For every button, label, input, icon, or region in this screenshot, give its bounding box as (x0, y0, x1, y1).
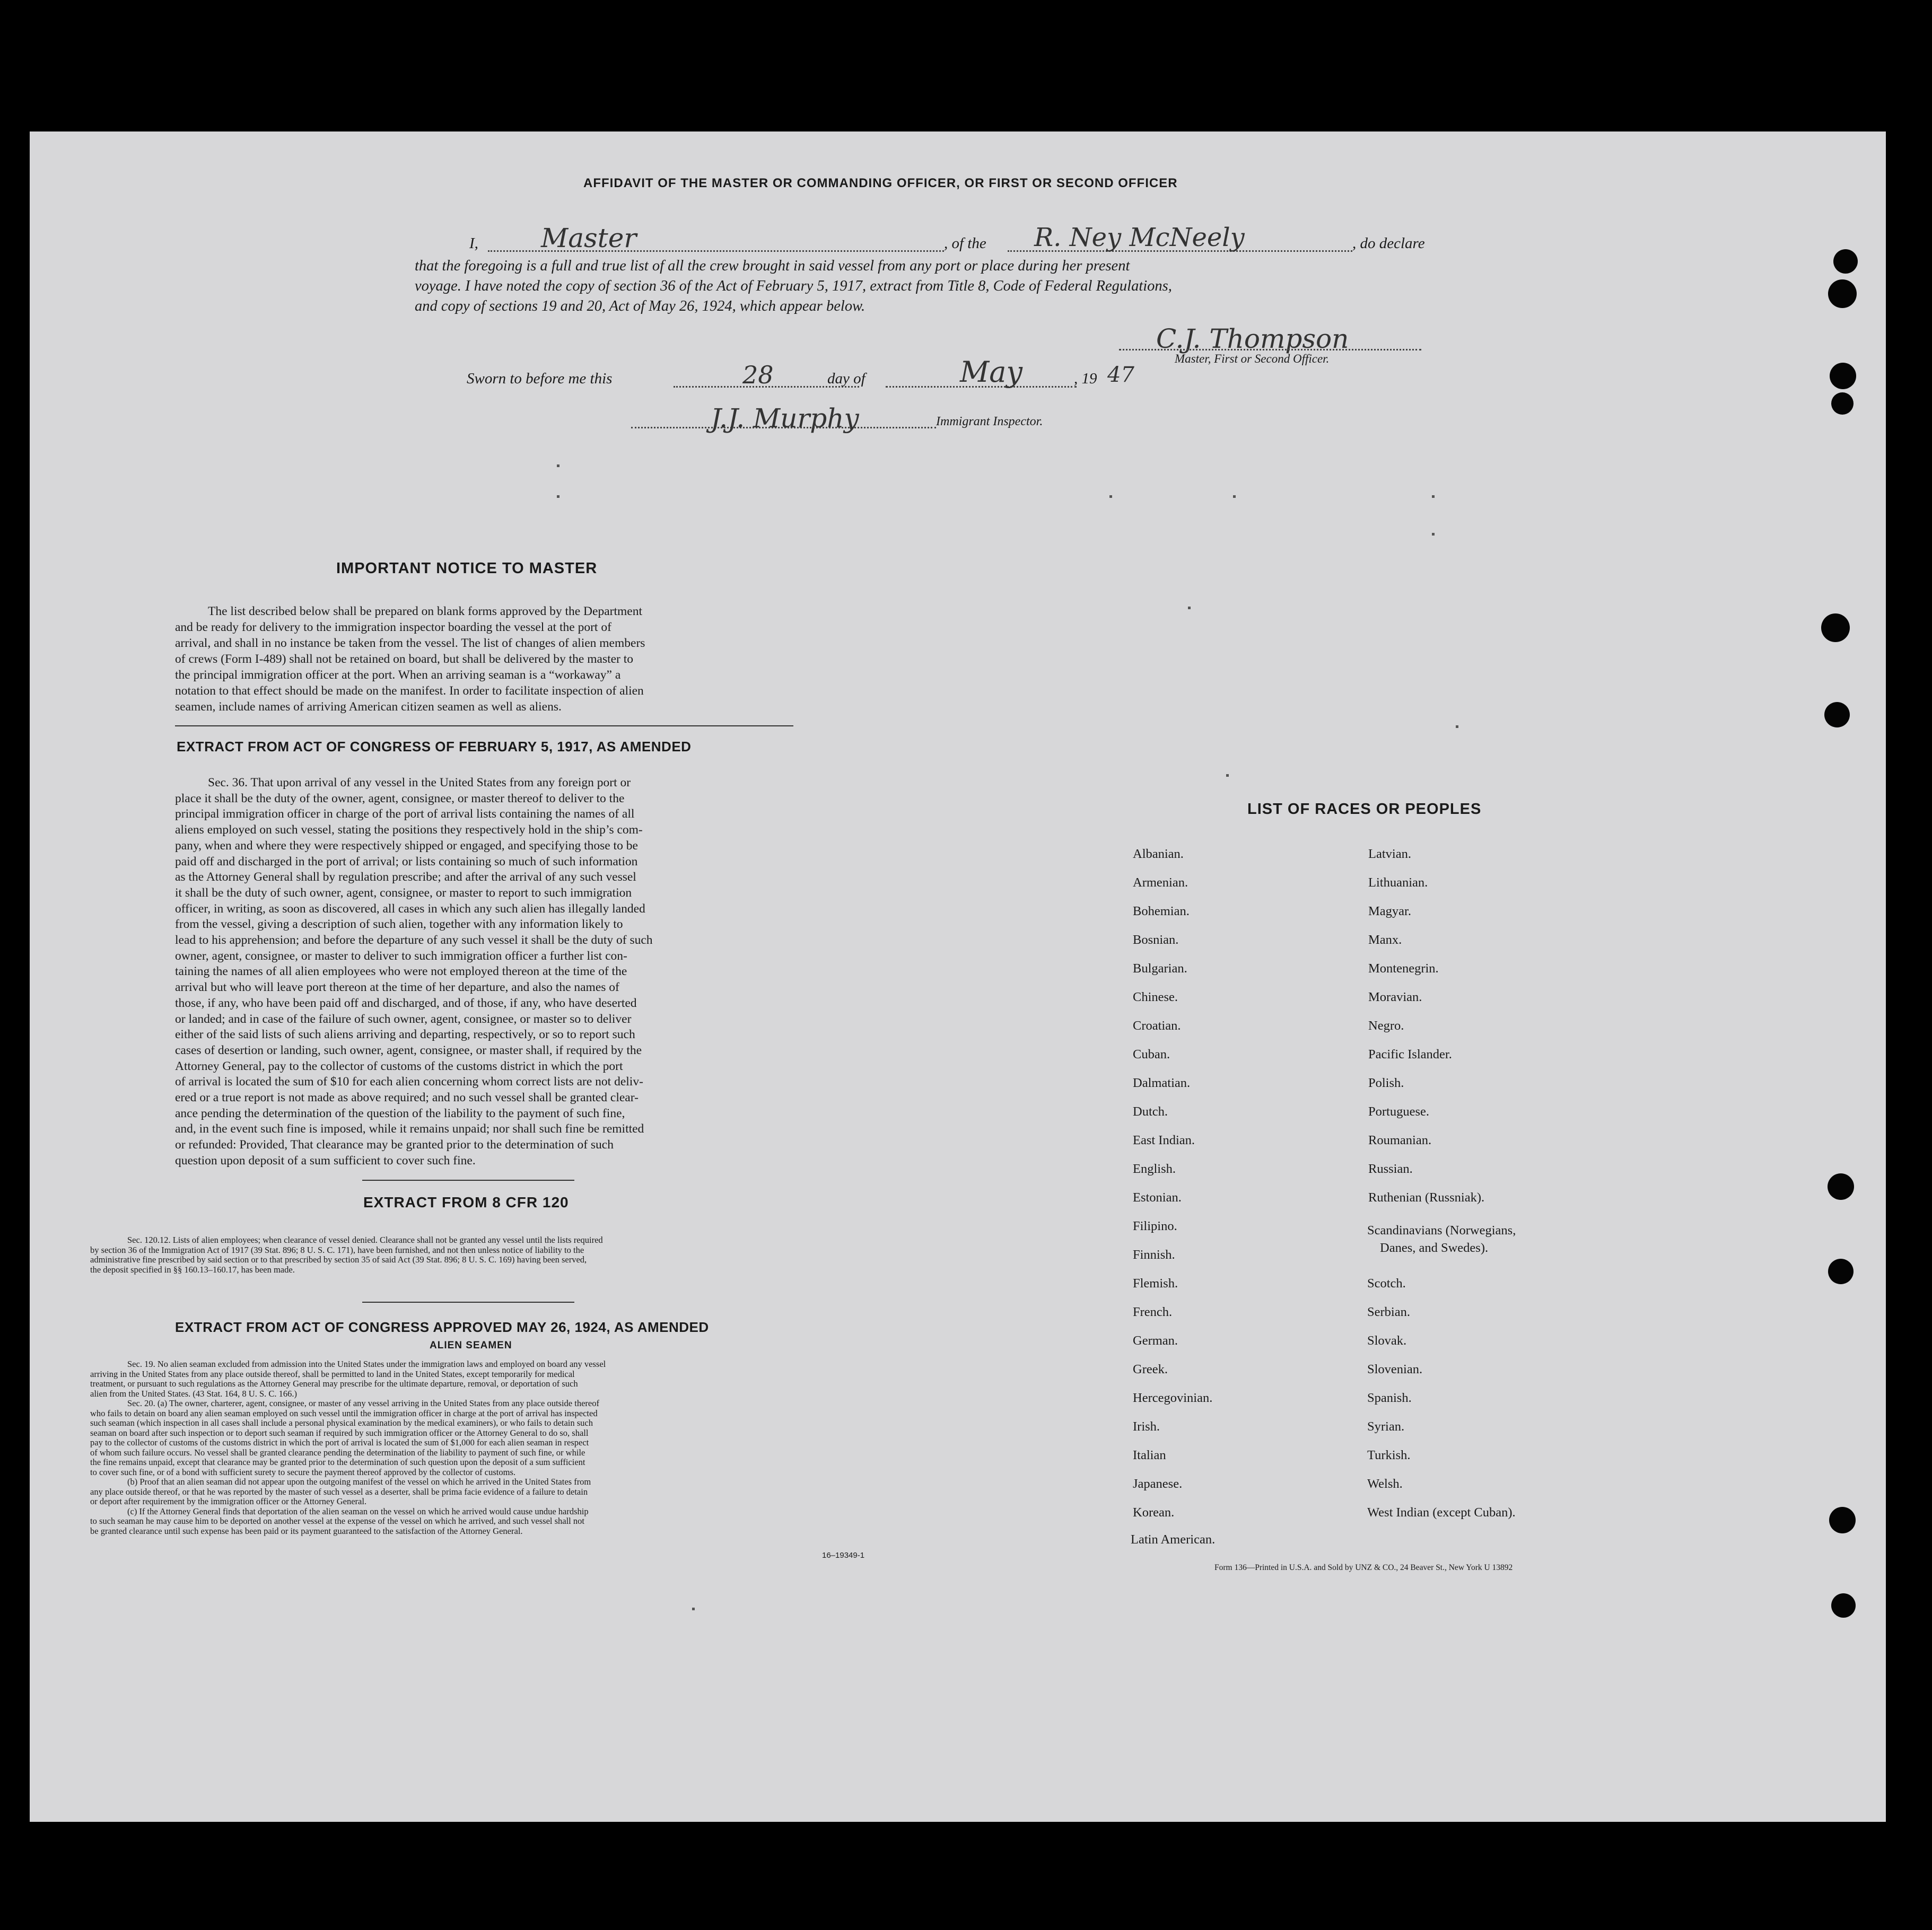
act1924-line: the fine remains unpaid, except that clearance may be granted prior to the determination of such question upon the deposit of a sum sufficient (90, 1457, 585, 1467)
race-left: Bosnian. (1133, 933, 1179, 947)
act1924-line: who fails to detain on board any alien seaman employed on such vessel until the immigration officer in charge at the port of arrival has inspected (90, 1408, 598, 1418)
affidavit-of-the: , of the (944, 235, 986, 252)
race-left: Irish. (1133, 1419, 1160, 1434)
race-right: Turkish. (1367, 1448, 1411, 1462)
act1917-line: it shall be the duty of such owner, agent, consignee, or master to report to such immigration (175, 885, 632, 900)
race-left: Korean. (1133, 1505, 1175, 1520)
race-right: West Indian (except Cuban). (1367, 1505, 1516, 1520)
act1924-line: pay to the collector of customs of the customs district in which the port of arrival is located the sum of $1,000 for each alien seaman in respect (90, 1437, 589, 1448)
section-divider (175, 725, 793, 726)
race-left: Dalmatian. (1133, 1076, 1191, 1090)
act1924-line: treatment, or pursuant to such regulations as the Attorney General may prescribe for the ultimate departure, removal, or deportation of such (90, 1379, 578, 1389)
section-divider (362, 1180, 574, 1181)
race-right: Ruthenian (Russniak). (1368, 1190, 1485, 1205)
act1924-line: arriving in the United States from any place outside thereof, shall be permitted to land in the United States, except temporarily for medical (90, 1368, 575, 1379)
act1917-line: Sec. 36. That upon arrival of any vessel in the United States from any foreign port or (208, 776, 631, 789)
day-handwriting: 28 (742, 361, 774, 389)
race-right: Syrian. (1367, 1419, 1405, 1434)
scan-speck (1233, 495, 1236, 498)
race-right: Negro. (1368, 1019, 1404, 1033)
cfr-line: the deposit specified in §§ 160.13–160.17, has been made. (90, 1264, 295, 1275)
act1924-line: to cover such fine, or of a bond with sufficient surety to secure the payment thereof approved by the collector of customs. (90, 1467, 515, 1477)
affidavit-line-3: voyage. I have noted the copy of section 36 of the Act of February 5, 1917, extract from Title 8, Code of Federal Regulations, (415, 278, 1172, 294)
year-prefix: , 19 (1074, 370, 1097, 387)
day-of-label: day of (827, 370, 866, 387)
race-right: Danes, and Swedes). (1380, 1241, 1489, 1255)
act1924-line: seaman on board after such inspection or to deport such seaman if required by such immigration officer or the Attorney General to do so, shall (90, 1427, 589, 1438)
punch-hole (1829, 1507, 1856, 1533)
notice-line: seamen, include names of arriving American citizen seamen as well as aliens. (175, 700, 562, 714)
race-left: Greek. (1133, 1362, 1168, 1376)
race-left: Albanian. (1133, 847, 1184, 861)
act1924-line: of whom such failure occurs. No vessel shall be granted clearance pending the determination of the liability to payment of such fine, or while (90, 1447, 585, 1458)
act1917-line: those, if any, who have been paid off and discharged, and of those, if any, who have deserted (175, 996, 637, 1010)
act1917-line: aliens employed on such vessel, stating the positions they respectively hold in the ship’s com- (175, 823, 643, 837)
month-handwriting: May (960, 355, 1022, 389)
race-right: Pacific Islander. (1368, 1047, 1452, 1062)
master-signature: C.J. Thompson (1156, 323, 1349, 354)
act1917-line: and, in the event such fine is imposed, while it remains unpaid; nor shall such fine be remitted (175, 1122, 644, 1136)
scan-speck (692, 1608, 695, 1610)
race-left: Croatian. (1133, 1019, 1181, 1033)
act1917-line: paid off and discharged in the port of arrival; or lists containing so much of such information (175, 854, 638, 868)
cfr-title: EXTRACT FROM 8 CFR 120 (363, 1194, 569, 1210)
notice-body (175, 603, 793, 715)
punch-hole (1833, 249, 1858, 274)
notice-line: and be ready for delivery to the immigration inspector boarding the vessel at the port of (175, 620, 611, 634)
race-left: Filipino. (1133, 1219, 1177, 1233)
notice-line: arrival, and shall in no instance be taken from the vessel. The list of changes of alien members (175, 636, 645, 650)
scan-speck (557, 495, 560, 498)
act1924-title: EXTRACT FROM ACT OF CONGRESS APPROVED MAY 26, 1924, AS AMENDED (175, 1319, 709, 1335)
race-right: Slovak. (1367, 1334, 1407, 1348)
race-right: Scandinavians (Norwegians, (1367, 1223, 1516, 1238)
scan-speck (1432, 533, 1435, 536)
vessel-handwriting: R. Ney McNeely (1034, 223, 1245, 252)
scan-speck (1109, 495, 1112, 498)
act1924-line: Sec. 19. No alien seaman excluded from admission into the United States under the immigration laws and employed on board any vessel (127, 1359, 606, 1369)
punch-hole (1828, 279, 1857, 308)
notice-line: of crews (Form I-489) shall not be retained on board, but shall be delivered by the master to (175, 652, 634, 666)
race-left: Italian (1133, 1448, 1166, 1462)
section-divider (362, 1302, 574, 1303)
race-right: Roumanian. (1368, 1133, 1432, 1147)
scan-speck (557, 464, 560, 467)
race-right: Scotch. (1367, 1276, 1406, 1291)
race-right: Moravian. (1368, 990, 1422, 1004)
act1917-line: lead to his apprehension; and before the departure of any such vessel it shall be the duty of such (175, 933, 653, 948)
race-left: Chinese. (1133, 990, 1178, 1004)
affidavit-line-4: and copy of sections 19 and 20, Act of May 26, 1924, which appear below. (415, 298, 866, 314)
inspector-signature: J.J. Murphy (711, 403, 859, 434)
scan-speck (1456, 725, 1458, 728)
act1924-line: alien from the United States. (43 Stat. 164, 8 U. S. C. 166.) (90, 1388, 297, 1399)
act1917-line: pany, when and where they were respectively shipped or engaged, and specifying those to be (175, 838, 638, 853)
race-left: Dutch. (1133, 1104, 1168, 1119)
race-right: Welsh. (1367, 1477, 1403, 1491)
race-left: Hercegovinian. (1133, 1391, 1213, 1405)
punch-hole (1824, 702, 1850, 727)
act1924-subtitle: ALIEN SEAMEN (430, 1340, 512, 1351)
notice-line: notation to that effect should be made on the manifest. In order to facilitate inspection of alien (175, 684, 644, 698)
act1924-line: Sec. 20. (a) The owner, charterer, agent, consignee, or master of any vessel arriving in the United States from any place outside thereof (127, 1398, 599, 1408)
affidavit-line-2: that the foregoing is a full and true list of all the crew brought in said vessel from any port or place during her present (415, 258, 1130, 274)
act1917-line: owner, agent, consignee, or master to deliver to such immigration officer a further list con- (175, 949, 627, 963)
year-handwriting: 47 (1107, 363, 1134, 387)
act1924-line: be granted clearance until such expense has been paid or its payment guaranteed to the satisfaction of the Attorney General. (90, 1525, 523, 1536)
act1917-line: taining the names of all alien employees who were not employed thereon at the time of the (175, 964, 627, 979)
race-left: Flemish. (1133, 1276, 1178, 1291)
punch-hole (1821, 613, 1850, 642)
notice-line: The list described below shall be prepared on blank forms approved by the Department (208, 604, 642, 618)
act1924-line: (b) Proof that an alien seaman did not appear upon the outgoing manifest of the vessel on which he arrived in the United States from (127, 1477, 591, 1487)
form-code: 16–19349-1 (822, 1551, 865, 1560)
race-left: Estonian. (1133, 1190, 1182, 1205)
inspector-caption: Immigrant Inspector. (936, 415, 1043, 428)
affidavit-i-label: I, (469, 235, 478, 252)
act1917-line: question upon deposit of a sum sufficient to cover such fine. (175, 1153, 476, 1168)
punch-hole (1828, 1173, 1854, 1200)
cfr-line: administrative fine prescribed by said section or to that prescribed by section 35 of said Act (39 Stat. 896; 8 U. S. C. 169) having been served, (90, 1254, 587, 1265)
notice-title: IMPORTANT NOTICE TO MASTER (336, 560, 598, 577)
race-right: Serbian. (1367, 1305, 1410, 1319)
act1917-line: ance pending the determination of the question of the liability to the payment of such fine, (175, 1106, 625, 1120)
signature-dotted-line (1119, 349, 1421, 350)
act1924-body (90, 1359, 880, 1536)
act1917-line: Attorney General, pay to the collector of customs of the customs district in which the port (175, 1059, 623, 1073)
race-left: Bulgarian. (1133, 961, 1187, 976)
race-left: Armenian. (1133, 875, 1188, 890)
act1917-line: or refunded: Provided, That clearance may be granted prior to the determination of such (175, 1138, 614, 1152)
act1917-line: of arrival is located the sum of $10 for each alien concerning whom correct lists are not deliv- (175, 1075, 643, 1089)
race-left: Latin American. (1131, 1532, 1216, 1547)
act1917-line: place it shall be the duty of the owner, agent, consignee, or master thereof to deliver to the (175, 791, 625, 805)
cfr-line: by section 36 of the Immigration Act of 1917 (39 Stat. 896; 8 U. S. C. 171), have been furnished, and not then unless notice of liability to the (90, 1244, 584, 1255)
punch-hole (1831, 392, 1854, 415)
act1917-line: from the vessel, giving a description of such alien, together with any information likely to (175, 917, 623, 932)
cfr-body (90, 1235, 880, 1275)
act1917-line: officer, in writing, as soon as discovered, all cases in which any such alien has illegally landed (175, 901, 645, 916)
signature-caption: Master, First or Second Officer. (1175, 352, 1330, 365)
sworn-label: Sworn to before me this (467, 370, 613, 387)
act1917-title: EXTRACT FROM ACT OF CONGRESS OF FEBRUARY 5, 1917, AS AMENDED (177, 739, 692, 755)
scan-speck (1432, 495, 1435, 498)
race-left: English. (1133, 1162, 1176, 1176)
race-right: Polish. (1368, 1076, 1404, 1090)
race-right: Portuguese. (1368, 1104, 1429, 1119)
cfr-line: Sec. 120.12. Lists of alien employees; when clearance of vessel denied. Clearance shall not be granted any vessel until the lists required (127, 1235, 603, 1245)
affidavit-title: AFFIDAVIT OF THE MASTER OR COMMANDING OFFICER, OR FIRST OR SECOND OFFICER (583, 176, 1178, 190)
act1924-line: or deport after requirement by the immigration officer or the Attorney General. (90, 1496, 367, 1506)
race-right: Magyar. (1368, 904, 1411, 918)
act1917-line: either of the said lists of such aliens arriving and departing, respectively, or so to report such (175, 1028, 635, 1042)
race-left: Bohemian. (1133, 904, 1190, 918)
scan-speck (1226, 774, 1229, 777)
act1917-line: principal immigration officer in charge of the port of arrival lists containing the names of all (175, 807, 635, 821)
race-right: Russian. (1368, 1162, 1413, 1176)
act1924-line: to such seaman he may cause him to be deported on another vessel at the expense of the vessel on which he arrived, and such vessel shall not (90, 1516, 584, 1526)
notice-line: the principal immigration officer at the port. When an arriving seaman is a “workaway” a (175, 668, 621, 682)
race-left: East Indian. (1133, 1133, 1195, 1147)
act1917-line: as the Attorney General shall by regulation prescribe; and after the arrival of any such vessel (175, 870, 636, 884)
name-handwriting: Master (541, 223, 637, 253)
punch-hole (1831, 1593, 1856, 1618)
races-title: LIST OF RACES OR PEOPLES (1247, 801, 1482, 818)
race-right: Lithuanian. (1368, 875, 1428, 890)
race-left: Finnish. (1133, 1248, 1175, 1262)
act1917-line: cases of desertion or landing, such owner, agent, consignee, or master shall, if required by the (175, 1043, 642, 1057)
race-left: Cuban. (1133, 1047, 1170, 1062)
punch-hole (1830, 363, 1856, 389)
act1917-line: ered or a true report is not made as above required; and no such vessel shall be granted clear- (175, 1091, 639, 1105)
affidavit-do-declare: , do declare (1352, 235, 1425, 252)
act1917-line: or landed; and in case of the failure of such owner, agent, consignee, or master so to deliver (175, 1012, 632, 1026)
race-right: Latvian. (1368, 847, 1411, 861)
race-right: Slovenian. (1367, 1362, 1423, 1376)
punch-hole (1828, 1259, 1854, 1284)
act1924-line: any place outside thereof, or that he was reported by the master of such vessel as a deserter, shall be prima facie evidence of a failure to detain (90, 1486, 588, 1497)
act1917-body (175, 775, 793, 1169)
race-left: German. (1133, 1334, 1178, 1348)
race-right: Montenegrin. (1368, 961, 1439, 976)
act1924-line: (c) If the Attorney General finds that deportation of the alien seaman on the vessel on which he arrived would cause undue hardship (127, 1506, 589, 1516)
race-right: Manx. (1368, 933, 1402, 947)
race-right: Spanish. (1367, 1391, 1412, 1405)
form-footer: Form 136—Printed in U.S.A. and Sold by UNZ & CO., 24 Beaver St., New York U 13892 (1214, 1563, 1513, 1572)
scan-speck (1188, 607, 1191, 609)
race-left: French. (1133, 1305, 1173, 1319)
race-left: Japanese. (1133, 1477, 1183, 1491)
act1924-line: such seaman (which inspection in all cases shall include a personal physical examination by the medical examiners), or who fails to detain such (90, 1418, 593, 1428)
act1917-line: arrival but who will leave port thereon at the time of her departure, and also the names of (175, 980, 619, 995)
